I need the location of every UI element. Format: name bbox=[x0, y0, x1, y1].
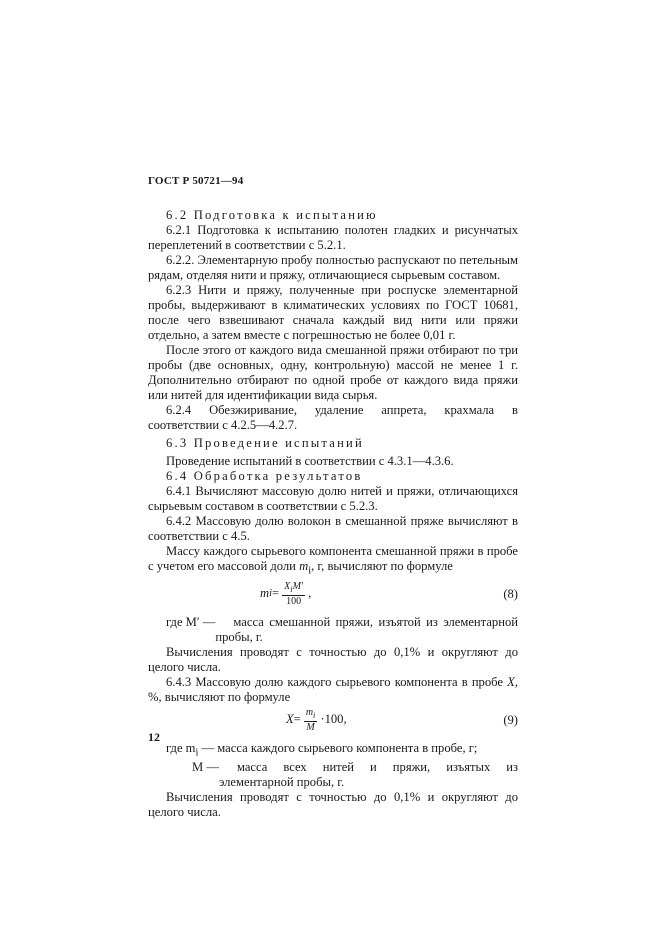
page-number: 12 bbox=[148, 730, 160, 744]
formula-9-num-sub: i bbox=[313, 710, 316, 720]
para-6-2-2: 6.2.2. Элементарную пробу полностью распускают по петельным рядам, отделяя нити и пряжу, отличающиеся сырьевым составом. bbox=[148, 253, 518, 282]
formula-8-expression bbox=[260, 581, 311, 607]
para-6-2-3: 6.2.3 Нити и пряжу, полученные при роспуске элементарной пробы, выдерживают в климатических условиях по ГОСТ 10681, после чего взвешивают сначала каждый вид нити или пряжи отдельно, а затем вместе с погрешностью не более 0,01 г. bbox=[148, 283, 518, 342]
para-6-4-2-mass-tail: , г, вычисляют по формуле bbox=[311, 559, 453, 573]
formula-9-num-m: m bbox=[305, 706, 314, 718]
formula-9-expression bbox=[286, 707, 347, 733]
formula-8-denominator: 100 bbox=[286, 595, 302, 607]
formula-8-lhs-sub: i bbox=[269, 588, 273, 600]
para-6-4-2-mass-text: Массу каждого сырьевого компонента смешанной пряжи в пробе с учетом его массовой доли bbox=[148, 544, 518, 573]
section-6-4-title: 6.4 Обработка результатов bbox=[166, 469, 363, 483]
formula-8-fraction bbox=[282, 581, 305, 607]
para-6-4-2: 6.4.2 Массовую долю волокон в смешанной пряже вычисляют в соответствии с 4.5. bbox=[148, 514, 518, 543]
para-6-2-1: 6.2.1 Подготовка к испытанию полотен гладких и рисунчатых переплетений в соответствии с 5.2.1. bbox=[148, 223, 518, 252]
formula-8-numerator bbox=[282, 581, 305, 596]
calc-precision-2: Вычисления проводят с точностью до 0,1% и округляют до целого числа. bbox=[148, 790, 518, 820]
document-header: ГОСТ Р 50721—94 bbox=[148, 175, 244, 187]
where-m-prime-text: масса смешанной пряжи, изъятой из элементарной пробы, г. bbox=[215, 614, 518, 644]
formula-9-fraction bbox=[304, 707, 318, 733]
formula-8 bbox=[148, 581, 518, 611]
text-column bbox=[148, 208, 518, 820]
formula-9-label: (9) bbox=[503, 712, 518, 727]
para-6-4-3 bbox=[148, 675, 518, 705]
where-mi-label: где m bbox=[166, 740, 196, 755]
para-6-4-3-tail: , %, вычисляют по формуле bbox=[148, 674, 518, 704]
formula-8-eq: = bbox=[272, 586, 280, 601]
para-6-4-1: 6.4.1 Вычисляют массовую долю нитей и пряжи, отличающихся сырьевым составом в соответствии с 5.2.3. bbox=[148, 484, 518, 513]
where-m-prime bbox=[148, 615, 518, 645]
section-6-3-title: 6.3 Проведение испытаний bbox=[166, 436, 364, 450]
para-6-2-4: 6.2.4 Обезжиривание, удаление аппрета, крахмала в соответствии с 4.2.5—4.2.7. bbox=[148, 403, 518, 432]
formula-8-num-x: X bbox=[284, 580, 291, 592]
section-6-2-title: 6.2 Подготовка к испытанию bbox=[166, 208, 378, 222]
formula-8-num-m: M′ bbox=[292, 580, 304, 592]
where-m-total-text: масса всех нитей и пряжи, изъятых из элементарной пробы, г. bbox=[218, 760, 518, 790]
para-6-4-2-mass bbox=[148, 544, 518, 579]
para-6-2-3-cont: После этого от каждого вида смешанной пряжи отбирают по три пробы (две основных, одну, контрольную) массой не менее 1 г. Дополнительно отбирают по одной пробе от каждого вида пряжи или нитей для идентификации вида сырья. bbox=[148, 343, 518, 402]
formula-9-denominator: M bbox=[306, 721, 315, 733]
var-x: X bbox=[507, 674, 515, 689]
var-m: m bbox=[299, 559, 309, 573]
var-m-sub: i bbox=[308, 565, 312, 577]
where-mi-sub: i bbox=[195, 747, 199, 759]
formula-9 bbox=[148, 707, 518, 737]
formula-9-lhs: X bbox=[286, 712, 294, 727]
formula-9-numerator bbox=[304, 707, 318, 722]
formula-8-num-sub: i bbox=[290, 584, 293, 594]
where-m-total-label: M — bbox=[192, 760, 219, 775]
para-6-4-3-text: 6.4.3 Массовую долю каждого сырьевого компонента в пробе bbox=[166, 674, 508, 689]
formula-9-tail: ·100, bbox=[320, 712, 347, 727]
where-m-prime-label: где M′ — bbox=[166, 614, 216, 629]
formula-8-lhs: m bbox=[260, 586, 270, 601]
formula-8-label: (8) bbox=[503, 586, 518, 601]
para-6-3: Проведение испытаний в соответствии с 4.3.1—4.3.6. bbox=[166, 454, 454, 468]
formula-9-eq: = bbox=[293, 712, 301, 727]
where-mi bbox=[148, 741, 518, 761]
where-mi-text: — масса каждого сырьевого компонента в пробе, г; bbox=[198, 740, 478, 755]
formula-8-tail: , bbox=[308, 586, 312, 601]
where-m-total bbox=[148, 760, 518, 790]
calc-precision-1: Вычисления проводят с точностью до 0,1% и округляют до целого числа. bbox=[148, 644, 518, 674]
